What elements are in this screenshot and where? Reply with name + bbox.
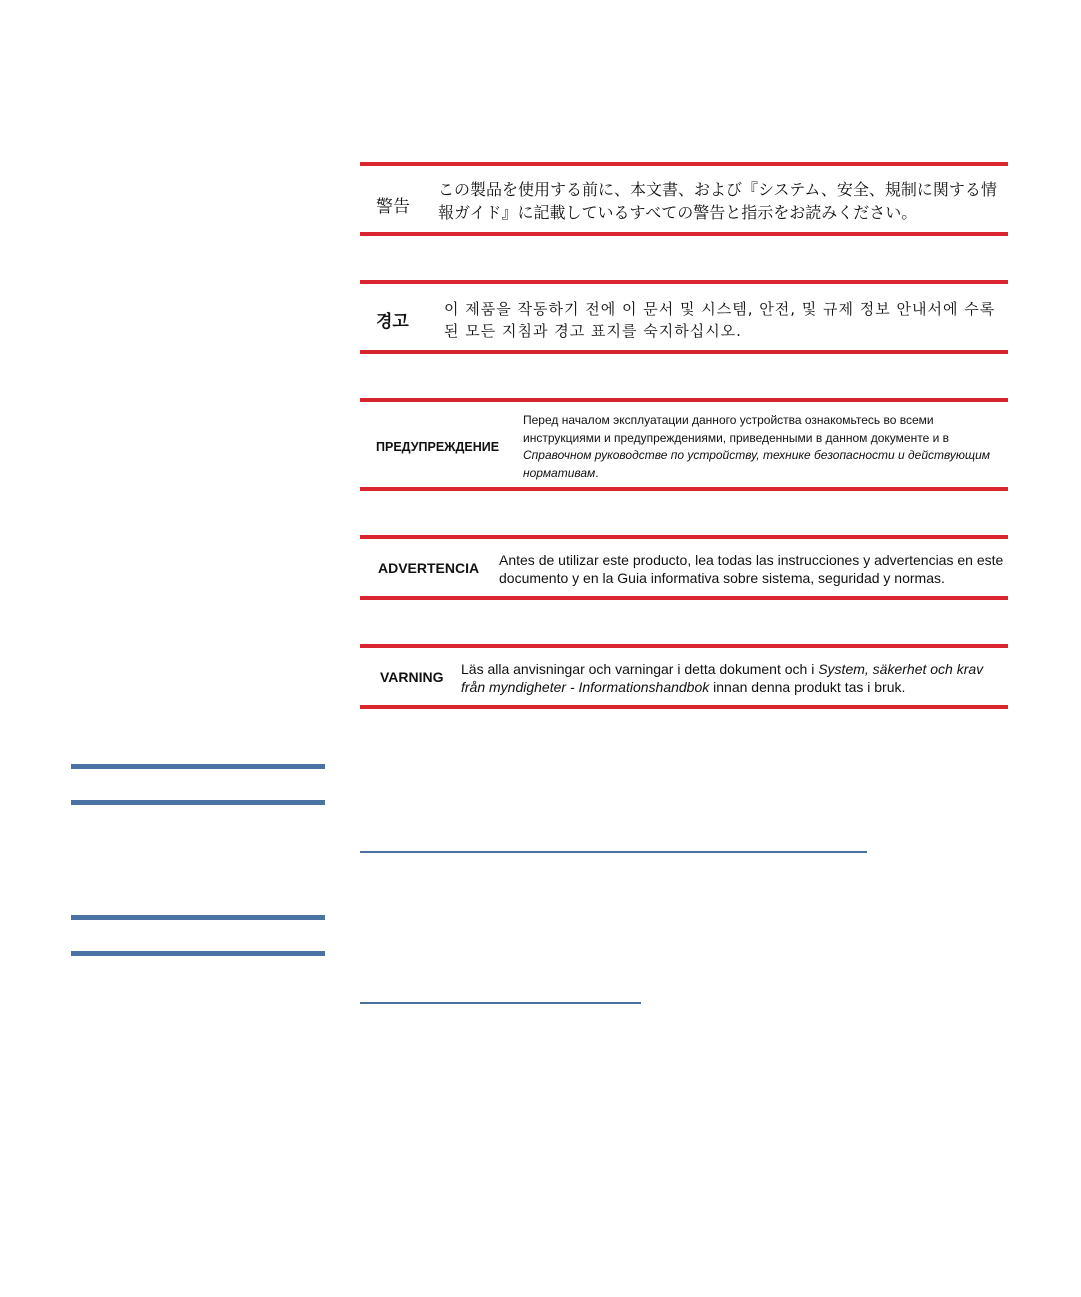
section-rule xyxy=(71,800,325,805)
warning-label: 警告 xyxy=(376,197,410,217)
warning-text: この製品を使用する前に、本文書、および『システム、安全、規制に関する情報ガイド』に記載しているすべての警告と指示をお読みください。 xyxy=(438,180,997,222)
section-rule xyxy=(71,915,325,920)
warning-text-document-title: System, säkerhet och krav från myndigheter - Informationshandbok xyxy=(461,661,984,695)
link-underline[interactable] xyxy=(360,851,867,853)
warning-box-japanese xyxy=(360,162,1008,236)
warning-text xyxy=(461,660,1001,696)
warning-text-part: . xyxy=(595,465,599,480)
warning-label: VARNING xyxy=(380,669,444,685)
warning-box-spanish xyxy=(360,535,1008,600)
warning-text-document-title: Справочном руководстве по устройству, технике безопасности и действующим нормативам xyxy=(523,448,990,480)
warning-box-swedish xyxy=(360,644,1008,709)
warning-label: ADVERTENCIA xyxy=(378,560,480,576)
warning-label: 경고 xyxy=(376,312,409,332)
warning-label: ПРЕДУПРЕЖДЕНИЕ xyxy=(376,440,500,454)
link-underline[interactable] xyxy=(360,1002,641,1004)
warning-text-part: Läs alla anvisningar och varningar i detta dokument och i xyxy=(461,661,819,677)
section-rule xyxy=(71,764,325,769)
section-rule xyxy=(71,951,325,956)
warning-box-russian xyxy=(360,398,1008,491)
warning-text: Antes de utilizar este producto, lea todas las instrucciones y advertencias en este documento y en la Guia informativa sobre sistema, seguridad y normas. xyxy=(499,552,1004,586)
warning-text-part: Перед началом эксплуатации данного устройства ознакомьтесь во всеми инструкциями и предупреждениями, приведенными в данном документе и в xyxy=(523,413,949,445)
warning-text: 이 제품을 작동하기 전에 이 문서 및 시스템, 안전, 및 규제 정보 안내서에 수록된 모든 지침과 경고 표지를 숙지하십시오. xyxy=(444,300,996,340)
warning-text xyxy=(523,412,993,482)
warning-text-part: innan denna produkt tas i bruk. xyxy=(709,679,906,695)
warning-box-korean xyxy=(360,280,1008,354)
